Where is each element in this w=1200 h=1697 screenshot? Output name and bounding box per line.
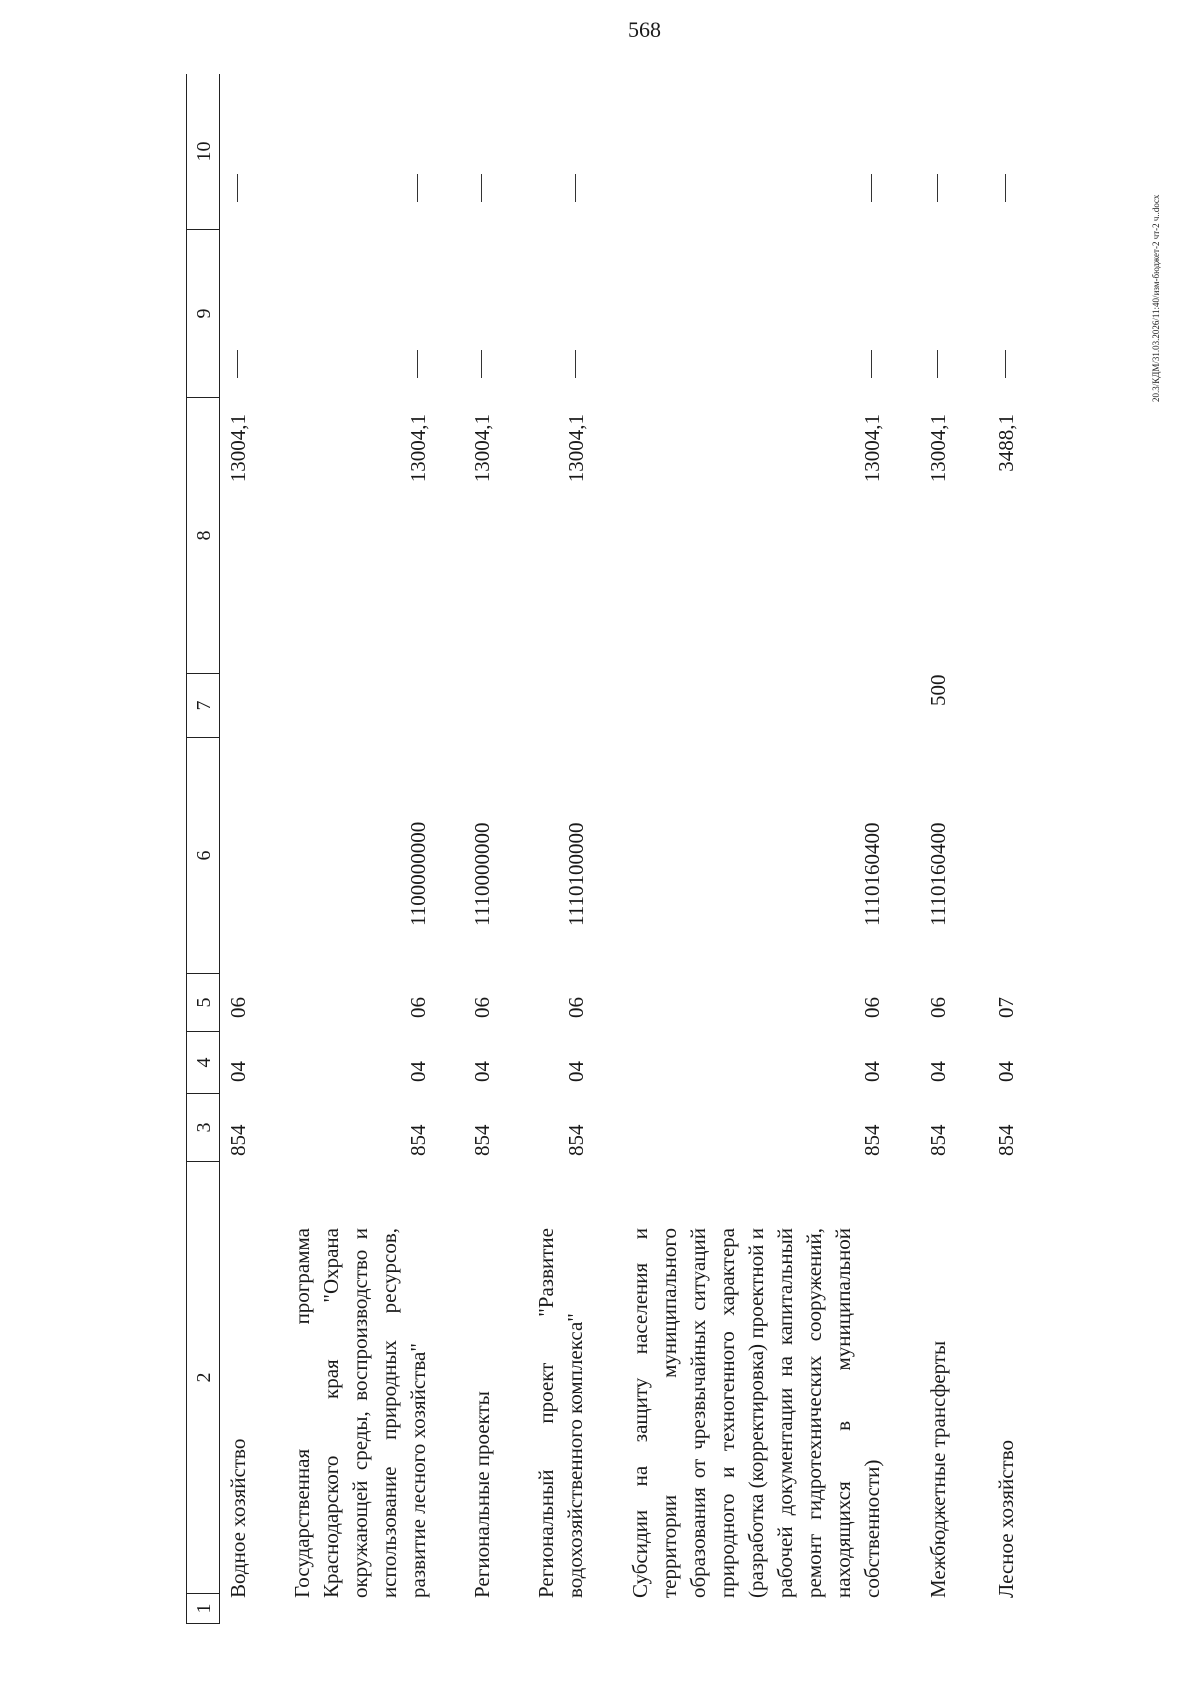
row-c9-dash: [417, 350, 418, 378]
header-col-1: 1: [186, 1594, 220, 1624]
row-c5: 06: [406, 997, 430, 1018]
row-c4: 04: [564, 1061, 588, 1082]
row-c6: 1110000000: [470, 822, 494, 926]
row-c3: 854: [564, 1124, 588, 1156]
row-c9-dash: [575, 350, 576, 378]
row-c8: 13004,1: [470, 414, 494, 483]
row-c4: 04: [926, 1061, 950, 1082]
row-c9-dash: [1005, 350, 1006, 378]
row-c5: 07: [994, 997, 1018, 1018]
row-c5: 06: [564, 997, 588, 1018]
row-name: Государственная программа Краснодарского края "Охрана окружающей среды, воспроизводство и использование природных ресурсов, развитие лесного хозяйства": [290, 1228, 430, 1598]
row-c8: 13004,1: [406, 414, 430, 483]
row-c6: 1110100000: [564, 822, 588, 926]
header-col-4: 4: [186, 1032, 220, 1094]
row-name: Лесное хозяйство: [994, 1440, 1018, 1598]
row-name: Региональный проект "Развитие водохозяйственного комплекса": [534, 1228, 587, 1598]
row-c10-dash: [1005, 174, 1006, 202]
row-c8: 13004,1: [226, 414, 250, 483]
header-col-2: 2: [186, 1162, 220, 1594]
header-col-6: 6: [186, 738, 220, 974]
row-name: Региональные проекты: [470, 1391, 494, 1598]
row-c9-dash: [871, 350, 872, 378]
header-col-8: 8: [186, 398, 220, 674]
row-name: Водное хозяйство: [226, 1438, 250, 1598]
page-number: 568: [628, 17, 661, 42]
row-c8: 3488,1: [994, 414, 1018, 472]
row-c10-dash: [237, 174, 238, 202]
row-c10-dash: [575, 174, 576, 202]
row-c4: 04: [860, 1061, 884, 1082]
row-c3: 854: [406, 1124, 430, 1156]
footer-note-text: 20.3/КДМ/31.03.2026/11:40/изм-бюджет-2 чт-2 ч..docx: [1151, 194, 1161, 402]
header-col-10: 10: [186, 74, 220, 230]
row-c4: 04: [994, 1061, 1018, 1082]
row-c3: 854: [860, 1124, 884, 1156]
row-c6: 1100000000: [406, 821, 430, 926]
row-c9-dash: [481, 350, 482, 378]
header-col-9: 9: [186, 230, 220, 398]
row-c4: 04: [226, 1061, 250, 1082]
row-c3: 854: [470, 1124, 494, 1156]
row-c4: 04: [406, 1061, 430, 1082]
row-c9-dash: [237, 350, 238, 378]
row-c5: 06: [226, 997, 250, 1018]
row-c8: 13004,1: [926, 414, 950, 483]
row-c10-dash: [417, 174, 418, 202]
row-c9-dash: [937, 350, 938, 378]
row-c8: 13004,1: [860, 414, 884, 483]
budget-table: [186, 74, 1200, 1624]
row-c10-dash: [871, 174, 872, 202]
row-name: Субсидии на защиту населения и территории муниципального образования от чрезвычайных ситуаций природного и техногенного характера (разработка (корректировка) проектной и рабочей документации на капитальный ремонт гидротехнических сооружений, находящихся в муниципальной собственности): [628, 1228, 884, 1598]
row-c6: 1110160400: [926, 822, 950, 926]
row-c6: 1110160400: [860, 822, 884, 926]
row-c3: 854: [926, 1124, 950, 1156]
row-c4: 04: [470, 1061, 494, 1082]
row-c10-dash: [937, 174, 938, 202]
header-col-5: 5: [186, 974, 220, 1032]
row-c5: 06: [860, 997, 884, 1018]
row-c8: 13004,1: [564, 414, 588, 483]
row-c3: 854: [226, 1124, 250, 1156]
row-c5: 06: [926, 997, 950, 1018]
row-c3: 854: [994, 1124, 1018, 1156]
row-c7: 500: [926, 674, 950, 706]
row-name: Межбюджетные трансферты: [926, 1340, 950, 1598]
header-col-3: 3: [186, 1094, 220, 1162]
row-c5: 06: [470, 997, 494, 1018]
row-c10-dash: [481, 174, 482, 202]
header-col-7: 7: [186, 674, 220, 738]
